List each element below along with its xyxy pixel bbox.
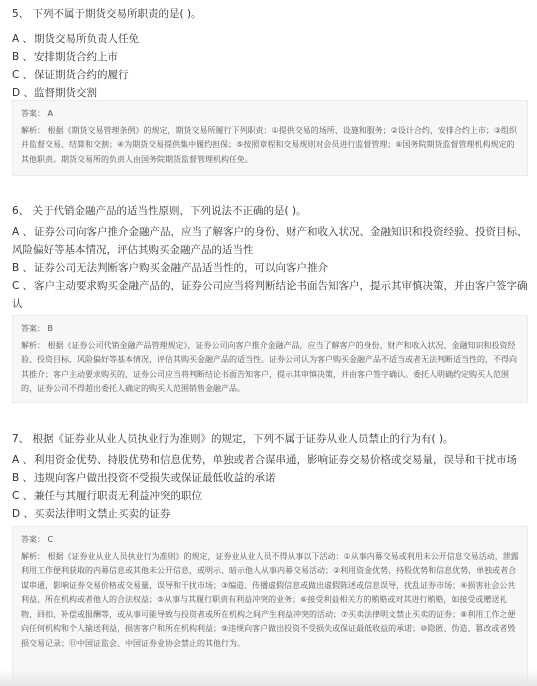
option-b[interactable]: B 、违规向客户做出投资不受损失或保证最低收益的承诺 <box>12 472 276 484</box>
question-5 <box>12 6 528 102</box>
question-7 <box>12 431 528 523</box>
answer-line: 答案： B <box>21 324 54 333</box>
option-c[interactable]: C 、兼任与其履行职责无利益冲突的职位 <box>12 490 202 502</box>
answer-line: 答案： A <box>21 109 54 118</box>
option-c[interactable]: C 、客户主动要求购买金融产品的，证券公司应当将判断结论书面告知客户，提示其审慎决策，并由客户签字确认 <box>12 280 528 310</box>
answer-box-6 <box>12 315 528 403</box>
question-6 <box>12 203 528 331</box>
option-b[interactable]: B 、证券公司无法判断客户购买金融产品适当性的，可以向客户推介 <box>12 262 328 274</box>
answer-box-5 <box>12 100 528 176</box>
option-b[interactable]: B 、安排期货合约上市 <box>12 51 118 63</box>
option-a[interactable]: A 、证券公司向客户推介金融产品，应当了解客户的身份、财产和收入状况、金融知识和投资经验、投资目标、风险偏好等基本情况，评估其购买金融产品的适当性 <box>12 226 528 256</box>
bottom-fade <box>0 670 537 686</box>
answer-box-7 <box>12 526 528 686</box>
option-a[interactable]: A 、期货交易所负责人任免 <box>12 33 139 45</box>
analysis-text: 解析： 根据《证券公司代销金融产品管理规定》，证券公司向客户推介金融产品，应当了解客户的身份、财产和收入状况、金融知识和投资经验、投资目标、风险偏好等基本情况，评估其购买金融产品的适当性。证券公司认为客户购买金融产品不适当或者无法判断适当性的，不得向其推介；客户主动要求购买的，证券公司应当将判断结论书面告知客户，提示其审慎决策，并由客户签字确认。委托人明确约定购买人范围的，证券公司不得超出委托人确定的购买人范围销售金融产品。 <box>21 340 517 393</box>
analysis-text: 解析： 根据《证券业从业人员执业行为准则》的规定，证券业从业人员不得从事以下活动：①从事内幕交易或利用未公开信息交易活动，泄露利用工作便利获取的内幕信息或其他未公开信息，或明示、暗示他人从事内幕交易活动；②利用资金优势、持股优势和信息优势，单独或者合谋串通，影响证券交易价格或交易量，误导和干扰市场；③编造、传播虚假信息或做出虚假陈述或信息误导，扰乱证券市场；④损害社会公共利益、所在机构或者他人的合法权益；⑤从事与其履行职责有利益冲突的业务；⑥接受利益相关方的贿赂或对其进行贿赂，如接受或赠送礼物、回扣、补偿或报酬等，或从事可能导致与投资者或所在机构之间产生利益冲突的活动；⑦买卖法律明文禁止买卖的证券；⑧利用工作之便向任何机构和个人输送利益，损害客户和所在机构利益；⑨违规向客户做出投资不受损失或保证最低收益的承诺；⑩隐匿、伪造、篡改或者毁损交易记录；⑪中国证监会、中国证券业协会禁止的其他行为。 <box>21 551 519 648</box>
option-d[interactable]: D 、买卖法律明文禁止买卖的证券 <box>12 508 171 520</box>
option-c[interactable]: C 、保证期货合约的履行 <box>12 69 129 81</box>
question-title: 7、 根据《证券业从业人员执业行为准则》的规定，下列不属于证券从业人员禁止的行为有( )。 <box>12 433 454 445</box>
question-title: 6、 关于代销金融产品的适当性原则，下列说法不正确的是( )。 <box>12 205 307 217</box>
analysis-text: 解析： 根据《期货交易管理条例》的规定，期货交易所履行下列职责：①提供交易的场所、设施和服务；②设计合约，安排合约上市；③组织并监督交易、结算和交割；④为期货交易提供集中履约担保；⑤按照章程和交易规则对会员进行监督管理；⑥国务院期货监督管理机构规定的其他职责。期货交易所的负责人由国务院期货监督管理机构任免。 <box>21 125 518 164</box>
option-a[interactable]: A 、利用资金优势、持股优势和信息优势，单独或者合谋串通，影响证券交易价格或交易量，误导和干扰市场 <box>12 454 517 466</box>
question-title: 5、 下列不属于期货交易所职责的是( )。 <box>12 8 202 20</box>
answer-line: 答案： C <box>21 535 54 544</box>
option-d[interactable]: D 、监督期货交割 <box>12 87 97 99</box>
